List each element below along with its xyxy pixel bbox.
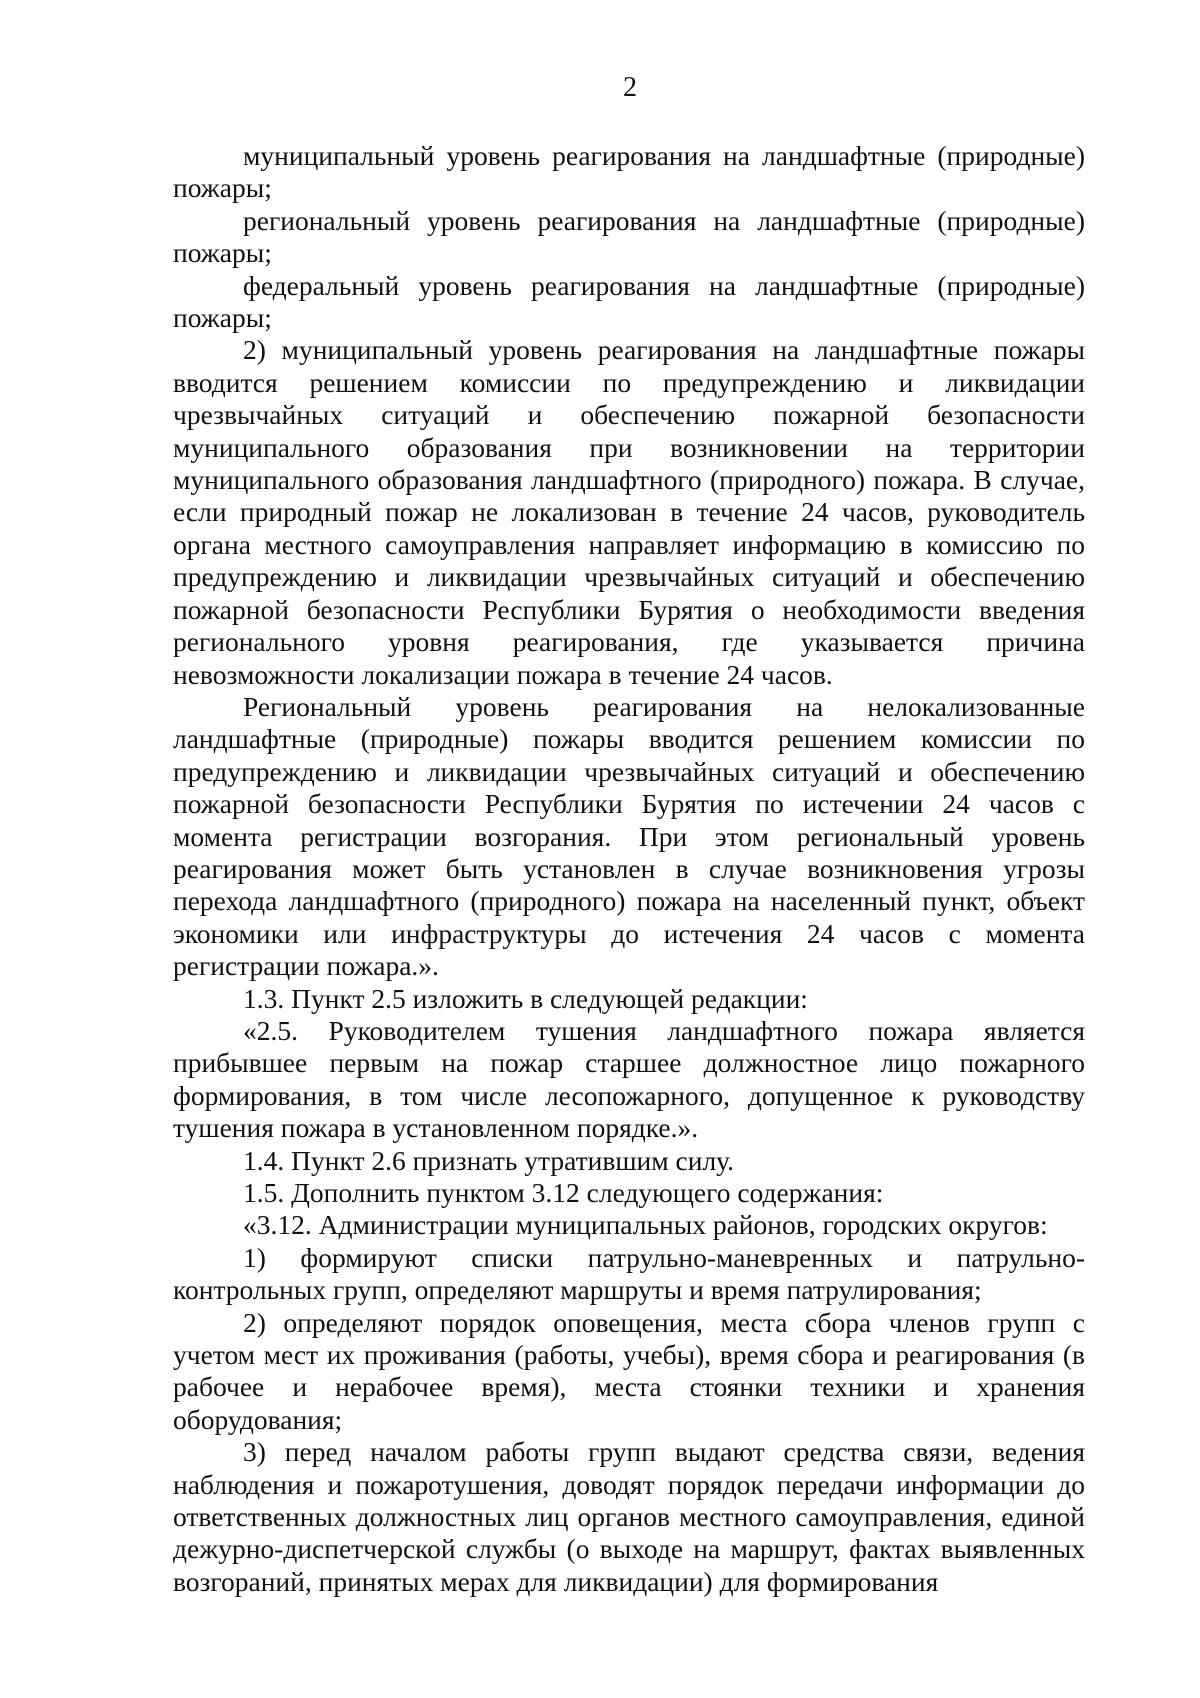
paragraph: муниципальный уровень реагирования на ландшафтные (природные) пожары;: [173, 140, 1085, 204]
page-number: 2: [623, 72, 637, 103]
document-body: [173, 140, 1085, 1598]
paragraph: Региональный уровень реагирования на нелокализованные ландшафтные (природные) пожары вводится решением комиссии по предупреждению и ликвидации чрезвычайных ситуаций и обеспечению пожарной безопасности Республики Бурятия по истечении 24 часов с момента регистрации возгорания. При этом региональный уровень реагирования может быть установлен в случае возникновения угрозы перехода ландшафтного (природного) пожара на населенный пункт, объект экономики или инфраструктуры до истечения 24 часов с момента регистрации пожара.».: [173, 690, 1085, 982]
paragraph: региональный уровень реагирования на ландшафтные (природные) пожары;: [173, 204, 1085, 269]
paragraph: «3.12. Администрации муниципальных районов, городских округов:: [243, 1209, 1048, 1241]
paragraph: федеральный уровень реагирования на ландшафтные (природные) пожары;: [173, 269, 1085, 334]
paragraph: 1.5. Дополнить пунктом 3.12 следующего содержания:: [243, 1177, 884, 1208]
paragraph: 2) определяют порядок оповещения, места сбора членов групп с учетом мест их проживания (работы, учебы), время сбора и реагирования (в рабочее и нерабочее время), места стоянки техники и хранения оборудования;: [173, 1306, 1085, 1435]
paragraph: 2) муниципальный уровень реагирования на ландшафтные пожары вводится решением комиссии по предупреждению и ликвидации чрезвычайных ситуаций и обеспечению пожарной безопасности муниципального образования при возникновении на территории муниципального образования ландшафтного (природного) пожара. В случае, если природный пожар не локализован в течение 24 часов, руководитель органа местного самоуправления направляет информацию в комиссию по предупреждению и ликвидации чрезвычайных ситуаций и обеспечению пожарной безопасности Республики Бурятия о необходимости введения регионального уровня реагирования, где указывается причина невозможности локализации пожара в течение 24 часов.: [173, 334, 1085, 690]
paragraph: 1.4. Пункт 2.6 признать утратившим силу.: [243, 1144, 735, 1176]
paragraph: 3) перед началом работы групп выдают средства связи, ведения наблюдения и пожаротушения, доводят порядок передачи информации до ответственных должностных лиц органов местного самоуправления, единой дежурно-диспетчерской службы (о выходе на маршрут, фактах выявленных возгораний, принятых мерах для ликвидации) для формирования: [173, 1436, 1085, 1597]
paragraph: «2.5. Руководителем тушения ландшафтного пожара является прибывшее первым на пожар старшее должностное лицо пожарного формирования, в том числе лесопожарного, допущенное к руководству тушения пожара в установленном порядке.».: [173, 1014, 1085, 1144]
paragraph: 1.3. Пункт 2.5 изложить в следующей редакции:: [243, 982, 808, 1014]
paragraph: 1) формируют списки патрульно-маневренных и патрульно-контрольных групп, определяют маршруты и время патрулирования;: [173, 1241, 1085, 1306]
